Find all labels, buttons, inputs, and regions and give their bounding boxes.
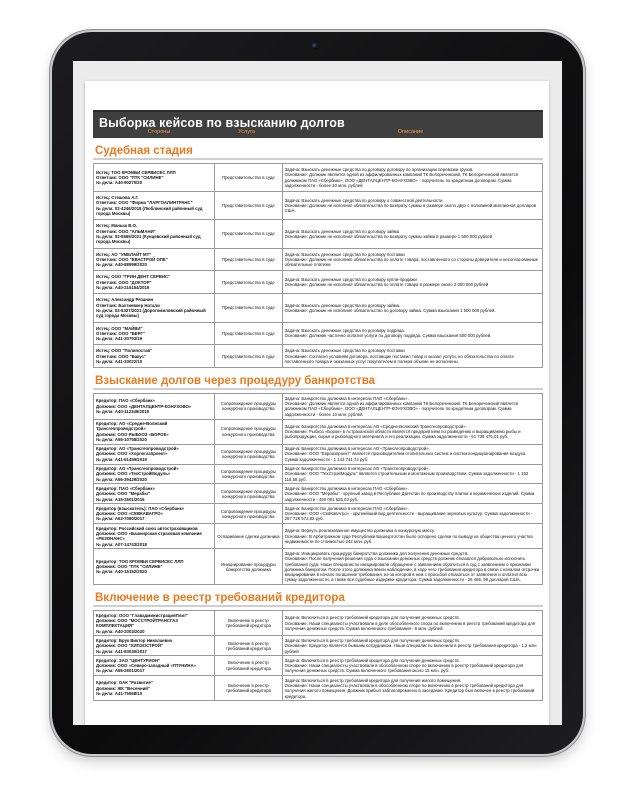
table-row — [94, 656, 543, 676]
party-line: № дела: 02-5565/2021 (Кунцевский районный суд города Москвы) — [96, 233, 201, 245]
column-header-service: Услуга — [238, 129, 255, 135]
description-line: Основание: Должник является одной из аффилированных компаний ТК Белоречинский. ТК Белореченский является должником ПАО «Сбербанк», ООО «ДЕНТАЛЦЕНТР-КОНУХОВО» - поручитель по кредитным договорам. Сумма задолженности - более 10 млн. рублей — [284, 172, 519, 188]
description-line: Основание: ООО "Евроазпроект" является производителем отопительных систем и систем кондиционирования воздуха. Сумма задолженности - 1 143 741,74 руб. — [284, 451, 527, 462]
party-line: Истец: ТОО КРОМБИ СЕРВИСЕС ЛЛП — [96, 169, 176, 175]
description-cell — [282, 294, 542, 322]
column-header-parties: Стороны — [147, 129, 171, 135]
party-line: Ответчик: ООО "БЕРГ" — [96, 330, 145, 336]
party-line: Истец: АО "УМЕЛАЙТ МТ" — [96, 251, 152, 257]
service-cell: Представительство в суде — [215, 322, 282, 345]
description-cell — [282, 164, 542, 192]
description-line: Основание: ООО «СевКавАгро» - крупнейший вид деятельности - выращивание зерновых культур. Сумма задолженности - 257 726 572,82 руб. — [284, 511, 533, 522]
party-line: № дела: А07-14743/2018 — [96, 541, 147, 547]
description-cell — [282, 322, 542, 345]
description-line: Задача: Взыскать денежные средства по договору поставки — [284, 251, 405, 257]
description-line: Основание: Должник не исполнил обязательства по оплате товара, поставленного со стороны доверителя и несогласованные обязательные платежи — [284, 256, 539, 268]
table-row — [94, 444, 543, 464]
description-line: Задача: Банкротство должника в интересах АО «Средне-Волжский Трансгеопроводстрой». — [284, 423, 467, 429]
party-line: Ответчик: ООО "ДОКТОР" — [96, 279, 152, 285]
description-cell — [282, 549, 542, 585]
description-line: Задача: Банкротство должника в интересах ПАО «Сбербанк». — [284, 395, 409, 401]
party-line: Истец: ООО "МАЙВИ" — [96, 325, 143, 331]
document-title: Выборка кейсов по взысканию долгов — [99, 116, 345, 130]
description-cell — [282, 504, 542, 524]
party-line: № дела: 02-6327/2021 (Дорогомиловский районный суд города Москвы) — [96, 307, 206, 319]
party-line: Должник: ООО РЫБХОЗ «БОРОК» — [96, 431, 169, 437]
description-line: Основание: Должник не исполнил обязательства по оплате товара в размере около 2 000 000 рублей — [284, 282, 489, 288]
party-line: Ответчик: Бахтиевкер Натали — [96, 302, 160, 308]
description-line: Задача: Взыскать денежные средства по договору о совместной деятельности — [284, 197, 443, 203]
service-cell: Сопровождение процедуры конкурсного производства — [215, 504, 282, 524]
description-line: Основание: Наши специалисты участвовали в деле обособленного спора по включению в реестр требований кредитора для получения денежных средств. Сумма включенного требования - 8 млн. рублей. — [284, 620, 536, 631]
party-line: Должник: ООО «Северо-западный «ПТУНИНА» — [96, 663, 197, 669]
parties-cell — [94, 611, 215, 636]
description-line: Задача: Банкротство должника в интересах АО «Трансгеопроводстрой». — [284, 466, 430, 472]
service-cell: Включение в реестр требований кредитора — [215, 611, 282, 636]
service-cell: Представительство в суде — [215, 248, 282, 271]
parties-cell — [94, 676, 215, 701]
table-row — [94, 164, 543, 192]
party-line: Должник: ООО "ХИПЭОСТРОЙ" — [96, 643, 164, 649]
description-cell — [282, 248, 542, 271]
party-line: № дела: А15-2601/2016 — [96, 496, 145, 502]
party-line: № дела: А41-83030/2017 — [96, 648, 147, 654]
table-row — [94, 394, 543, 419]
service-cell: Оспаривание сделки должника — [215, 524, 282, 549]
document-content — [93, 139, 543, 701]
parties-cell — [94, 220, 215, 248]
service-cell: Включение в реестр требований кредитора — [215, 656, 282, 676]
description-line: Основание: После получения решения суда о взыскании денежных средств должник отказался добровольно исполнить требования суда. Наши специалисты инициировали обращение с заявлением обратиться в суд с заявлением о признании должника банкротом. После этого должника ввели наблюдение, в ходе чего требования кредитора в связи с началом отсрочки инициирования в начало погашение требования, из-за которой в нем с просьбой отказаться от заявления и оплатил всю сумму задолженности, а также все судебные издержки кредитора. Сумма задолженности - 26 465, 99 долларов США. — [284, 556, 540, 583]
parties-cell — [94, 656, 215, 676]
party-line: Кредитор: ООО "ГлавадминистрацияПлит" — [96, 612, 189, 618]
parties-cell — [94, 394, 215, 419]
tablet-frame — [52, 32, 583, 754]
party-line: Ответчик: ООО "ЕВАСТРОЙ ОПЕ" — [96, 256, 168, 262]
description-cell — [282, 464, 542, 484]
table-row — [94, 294, 543, 322]
description-line: Основание: Наши специалисты участвовали в обособленном споре по включению в реестр требований кредитора для получения жилого помещения. Должник прибыл заблаговременно в заседание. Кредитор был включен в реестр требований кредитора. — [284, 682, 535, 699]
table-row — [94, 636, 543, 656]
party-line: № дела: А41-33022/10 — [96, 359, 143, 365]
service-cell: Сопровождение процедуры конкурсного производства — [215, 394, 282, 419]
parties-cell — [94, 192, 215, 220]
table-row — [94, 464, 543, 484]
parties-cell — [94, 345, 215, 368]
description-line: Основание: ООО "Мерабы" - крупный завод в Республике Дагестан по производству плитки и керамических изделий. Сумма задолженности - 450 001 525,03 руб. — [284, 491, 535, 502]
description-line: Задача: Взыскать денежные средства по договору купли-продажи — [284, 277, 417, 283]
party-line: Кредитор: АО «Средне-Волжский Трансгеопроводстрой» — [96, 421, 168, 432]
party-line: Кредитор: ПАО «Сбербанк» — [96, 398, 155, 404]
column-header-description: Описание — [397, 129, 424, 135]
description-line: Задача: Взыскать денежные средства по договору договору по организации перевозки грузов. — [284, 167, 474, 172]
table-row — [94, 271, 543, 294]
party-line: Истец: ООО "ГРИН ДЕНТ СЕРВИС" — [96, 274, 171, 280]
description-line: Задача: Взыскать денежные средства по договору подряда. — [284, 328, 405, 334]
description-line: Основание: Должник не исполнил обязательства по возврату суммы в размере около двух с половиной миллионов долларов США. — [284, 203, 537, 214]
description-line: Основание: Рыбхоз «Борок» в Астраханской области является предприятием по разведению и выращиванию рыбы и рыбопродукции, сырья и рыбоводного материала и его реализации. Сумма задолженности - 61 738 475,01 руб. — [284, 428, 521, 440]
table-row — [94, 322, 543, 345]
description-cell — [282, 636, 542, 656]
party-line: № дела: А56-2601/2017 — [96, 668, 145, 674]
party-line: № дела: А56-39429/2020 — [96, 476, 147, 482]
parties-cell — [94, 464, 215, 484]
party-line: Кредитор: ЗАО "ЦЕНТУРИОН" — [96, 657, 161, 663]
party-line: Должник: ООО "Мерабы" — [96, 491, 151, 497]
service-cell: Включение в реестр требований кредитора — [215, 676, 282, 701]
cases-table — [93, 610, 543, 701]
cases-table — [93, 393, 543, 585]
party-line: Ответчик: ООО "ПТК "СИЛИНЕ" — [96, 174, 164, 180]
service-cell: Сопровождение процедуры конкурсного производства — [215, 419, 282, 444]
service-cell: Представительство в суде — [215, 164, 282, 192]
parties-cell — [94, 524, 215, 549]
description-line: Основание: Должник частично оплатил услуги по договору подряда. Сумма взыскания 500 000 рублей. — [284, 333, 492, 339]
parties-cell — [94, 294, 215, 322]
parties-cell — [94, 444, 215, 464]
description-cell — [282, 220, 542, 248]
table-row — [94, 248, 543, 271]
description-cell — [282, 484, 542, 504]
service-cell: Представительство в суде — [215, 294, 282, 322]
description-cell — [282, 676, 542, 701]
party-line: Истец: Александр Рязанин — [96, 297, 154, 303]
table-row — [94, 345, 543, 368]
party-line: Кредитор: Российский союз автостраховщиков — [96, 525, 198, 531]
description-line: Задача: Включиться в реестр требований кредитора для получения денежных средств. — [284, 637, 460, 643]
description-cell — [282, 444, 542, 464]
table-row — [94, 419, 543, 444]
description-cell — [282, 524, 542, 549]
description-cell — [282, 419, 542, 444]
description-line: Задача: Включиться в реестр требований кредитора для получения денежных средств. — [284, 615, 460, 621]
party-line: Кредитор: АО «Трансгеопроводстрой» — [96, 446, 179, 452]
service-cell: Представительство в суде — [215, 345, 282, 368]
party-line: № дела: А41-61459/2019 — [96, 456, 147, 462]
description-line: Задача: Банкротство должника в интересах АО «Трансгеопроводстрой». — [284, 446, 430, 452]
service-cell: Инициирование процедуры банкротства должника — [215, 549, 282, 585]
party-line: Должник: ООО «ДЕНТАЛЦЕНТР-КОНУХОВО» — [96, 403, 192, 409]
table-row — [94, 484, 543, 504]
description-line: Задача: Включиться в реестр требований кредитора для получения денежных средств. — [284, 657, 460, 663]
party-line: Должник: ООО «СЕВКАВАГРО» — [96, 511, 163, 517]
parties-cell — [94, 549, 215, 585]
service-cell: Включение в реестр требований кредитора — [215, 636, 282, 656]
description-line: Задача: Взыскать денежные средства по договору займа. — [284, 302, 401, 308]
description-line: Основание: Должник не исполнил обязательства по возврату суммы займа в размере 1 500 000 рублей — [284, 233, 493, 239]
party-line: № дела: 02-4246/2018 (Люблинский районный суд города Москвы) — [96, 205, 203, 217]
party-line: № дела: А40-2003/2020 — [96, 628, 145, 634]
parties-cell — [94, 504, 215, 524]
party-line: № дела: А40-216154/2019 — [96, 285, 150, 291]
party-line: Кредитор: АО «Трансгеопроводстрой» — [96, 466, 179, 472]
description-line: Задача: Вернуть реализованное имущество должника в конкурсную массу. — [284, 528, 435, 534]
party-line: Должник: ООО "МОССТРОЙТРАНСГАЗ КОМПЛЕКТАЦИЯ" — [96, 618, 178, 629]
party-line: Кредитор: ОАК "Развитие" — [96, 680, 153, 686]
table-row — [94, 192, 543, 220]
party-line: № дела: А63-7080/2017 — [96, 516, 145, 522]
parties-cell — [94, 636, 215, 656]
description-cell — [282, 611, 542, 636]
party-line: Истец: Стешова А.Г. — [96, 195, 139, 201]
description-line: Основание: В Арбитражном суде Республики Башкортостан было оспорено сделки по выводу из общества ценного участка недвижимости по стоимостью 242 млн. руб. — [284, 533, 533, 544]
description-line: Задача: Включиться в реестр требований кредитора для получения жилого помещения. — [284, 677, 462, 683]
party-line: Кредитор: ПАО «Сбербанк» — [96, 485, 155, 491]
party-line: Кредитор (взыскатель): ПАО «Сбербанк» — [96, 505, 185, 511]
table-row — [94, 676, 543, 701]
party-line: № дела: А40-90270/20 — [96, 180, 143, 186]
cases-table — [93, 163, 543, 368]
camera-icon — [312, 43, 318, 49]
party-line: Кредитор: Брук Виктор Николаевич — [96, 637, 173, 643]
description-line: Основание: Наши специалисты участвовали в обособленном споре по включению в реестр требований кредитора для получения денежных средств. Сумма включенного требования около 15 млн. руб. — [284, 663, 524, 674]
section-title: Взыскание долгов через процедуру банкротства — [93, 375, 543, 390]
description-cell — [282, 192, 542, 220]
tablet-screen — [73, 61, 562, 725]
description-line: Задача: Инициировать процедуру банкротства должника для получения денежных средств. — [284, 550, 469, 556]
description-line: Основание: Кредитор является бывшим сотрудником. Наши специалисты включили в реестр требования кредитора - 1,2 млн рублей — [284, 643, 537, 654]
service-cell: Представительство в суде — [215, 271, 282, 294]
table-row — [94, 611, 543, 636]
party-line: № дела: А41-30793/19 — [96, 336, 143, 342]
description-cell — [282, 656, 542, 676]
description-line: Основание: Должник является одной из аффилированных компаний ТК Белоречинский. ТК Белореченский является должником ПАО «Сбербанк», ООО «ДЕНТАЛЦЕНТР-КОНУХОВО» - поручитель по кредитным договорам. Сумма задолженности - более 10 млн. рублей — [284, 401, 519, 417]
description-line: Задача: Взыскать денежные средства по договору займа — [284, 228, 399, 234]
party-line: Истец: Маныш В.О. — [96, 223, 138, 229]
party-line: № дела: А41-75568/10 — [96, 690, 143, 696]
table-row — [94, 504, 543, 524]
party-line: Истец: ООО "Полипостав" — [96, 348, 153, 354]
service-cell: Представительство в суде — [215, 192, 282, 220]
party-line: № дела: А55-10758/2020 — [96, 436, 147, 442]
description-cell — [282, 271, 542, 294]
party-line: Ответчик: ООО "АЛЬМАНИ" — [96, 228, 156, 234]
service-cell: Сопровождение процедуры конкурсного производства — [215, 484, 282, 504]
description-cell — [282, 394, 542, 419]
parties-cell — [94, 271, 215, 294]
section-title: Судебная стадия — [93, 145, 543, 160]
party-line: № дела: А40-15152/2020 — [96, 569, 147, 575]
service-cell: Сопровождение процедуры конкурсного производства — [215, 444, 282, 464]
table-row — [94, 549, 543, 585]
document-header — [93, 110, 543, 138]
parties-cell — [94, 484, 215, 504]
table-row — [94, 524, 543, 549]
party-line: Кредитор: ТОО КРОМБИ СЕРВИСЕС ЛЛП — [96, 558, 184, 564]
party-line: Должник: ООО «Хорлогазпроект» — [96, 451, 168, 457]
party-line: Ответчик: ООО "Бакус" — [96, 353, 146, 359]
parties-cell — [94, 248, 215, 271]
party-line: № дела: А40-88999/2020 — [96, 262, 147, 268]
description-line: Основание: ООО "ТехСтройМодуль" является строительным и монтажным производством. Сумма задолженности - 1 152 116,58 руб. — [284, 471, 529, 482]
party-line: Должник: ООО «Башкирская страховая компания «РЕЗОНАНС» — [96, 531, 202, 542]
description-line: Задача: Взыскать денежные средства по договору поставки — [284, 348, 405, 354]
party-line: Должник: ООО «ТехСтройМодуль» — [96, 471, 171, 477]
parties-cell — [94, 419, 215, 444]
document-page — [85, 81, 549, 725]
party-line: Должник: ЖК "Весенний" — [96, 685, 150, 691]
party-line: Должник: ООО "ПТК "СИЛИНЕ" — [96, 564, 163, 570]
service-cell: Представительство в суде — [215, 220, 282, 248]
parties-cell — [94, 164, 215, 192]
service-cell: Сопровождение процедуры конкурсного производства — [215, 464, 282, 484]
party-line: Ответчик: ООО "Фирма "ЛАРГОАЛИНТРАНС" — [96, 200, 193, 206]
parties-cell — [94, 322, 215, 345]
description-line: Основание: Должник не исполнил обязательство по договору займа. Сумма взыскания 1 500 000 рублей. — [284, 307, 496, 313]
table-row — [94, 220, 543, 248]
party-line: № дела: А40-112346/2019 — [96, 409, 150, 415]
description-line: Задача: Банкротство должника в интересах ПАО «Сбербанк». — [284, 485, 409, 491]
description-line: Задача: Банкротство должника в интересах ПАО «Сбербанк». — [284, 505, 409, 511]
description-cell — [282, 345, 542, 368]
description-line: Основание: Согласно условиям договора, поставщик поставил товар и оказал услуги, но обязательства по оплате поставленного товара и оказанных услуг покупателем в полном объеме не исполнены — [284, 353, 514, 365]
section-title: Включение в реестр требований кредитора — [93, 592, 543, 607]
